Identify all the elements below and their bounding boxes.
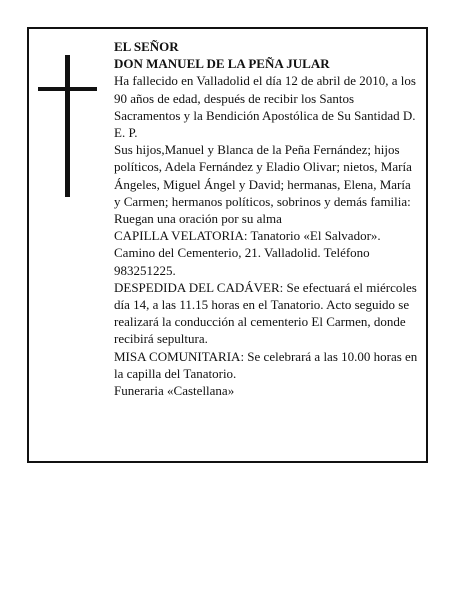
- mass-info: MISA COMUNITARIA: Se celebrará a las 10.00 horas en la capilla del Tanatorio.: [114, 348, 418, 381]
- death-announcement: Ha fallecido en Valladolid el día 12 de abril de 2010, a los 90 años de edad, después de recibir los Santos Sacramentos y la Bendición Apostólica de Su Santidad D. E. P.: [114, 73, 416, 141]
- cross-vertical-bar: [65, 55, 70, 197]
- funeral-home: Funeraria «Castellana»: [114, 383, 235, 399]
- cross-horizontal-bar: [38, 87, 97, 91]
- farewell-info: DESPEDIDA DEL CADÁVER: Se efectuará el miércoles día 14, a las 11.15 horas en el Tanatorio. Acto seguido se realizará la conducción al cementerio El Carmen, donde recibirá sepultura.: [114, 279, 417, 347]
- heading-title: EL SEÑOR: [114, 39, 179, 54]
- notice-text-block: [114, 38, 420, 399]
- deceased-name: DON MANUEL DE LA PEÑA JULAR: [114, 56, 330, 72]
- chapel-info: CAPILLA VELATORIA: Tanatorio «El Salvador». Camino del Cementerio, 21. Valladolid. Teléfono 983251225.: [114, 228, 381, 278]
- prayer-request: Ruegan una oración por su alma: [114, 211, 282, 227]
- family-list: Sus hijos,Manuel y Blanca de la Peña Fernández; hijos políticos, Adela Fernández y Eladio Olivar; nietos, María Ángeles, Miguel Ángel y David; hermanas, Elena, María y Carmen; hermanos políticos, sobrinos y demás familia:: [114, 142, 412, 209]
